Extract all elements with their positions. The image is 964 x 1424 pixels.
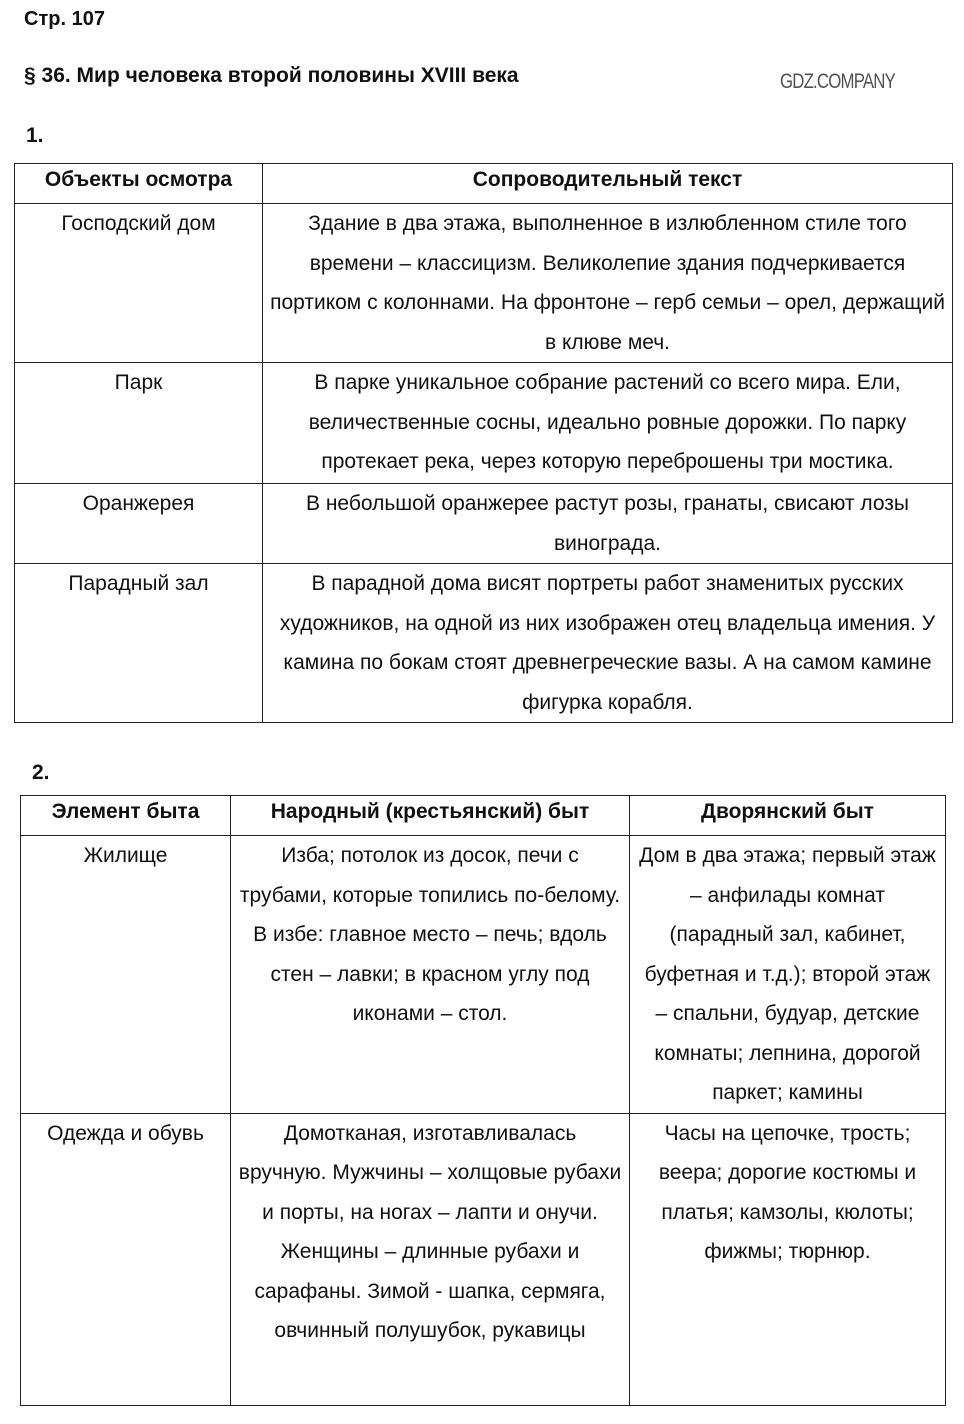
noble-cell: Часы на цепочке, трость; веера; дорогие костюмы и платья; камзолы, кюлоты; фижмы; тюрнюр.: [630, 1113, 946, 1405]
watermark: GDZ.COMPANY: [780, 70, 896, 93]
object-cell: Оранжерея: [15, 484, 263, 564]
text-cell: В парке уникальное собрание растений со всего мира. Ели, величественные сосны, идеально ровные дорожки. По парку протекает река, через которую переброшены три мостика.: [263, 363, 953, 484]
table-row: [15, 564, 953, 723]
table-row: [15, 204, 953, 363]
header-peasant: Народный (крестьянский) быт: [231, 796, 630, 836]
element-cell: Жилище: [21, 836, 231, 1114]
lifestyle-table: [20, 795, 946, 1406]
table-row: [15, 484, 953, 564]
text-cell: В парадной дома висят портреты работ знаменитых русских художников, на одной из них изображен отец владельца имения. У камина по бокам стоят древнегреческие вазы. А на самом камине фигурка корабля.: [263, 564, 953, 723]
task-1-number: 1.: [26, 124, 44, 147]
object-cell: Парадный зал: [15, 564, 263, 723]
header-text: Сопроводительный текст: [263, 164, 953, 204]
table-header-row: [15, 164, 953, 204]
header-noble: Дворянский быт: [630, 796, 946, 836]
table-row: [21, 836, 946, 1114]
element-cell: Одежда и обувь: [21, 1113, 231, 1405]
tasks-container: [0, 163, 964, 1406]
peasant-cell: Домотканая, изготавливалась вручную. Мужчины – холщовые рубахи и порты, на ногах – лапти и онучи. Женщины – длинные рубахи и сарафаны. Зимой - шапка, сермяга, овчинный полушубок, рукавицы: [231, 1113, 630, 1405]
object-cell: Парк: [15, 363, 263, 484]
table-row: [21, 1113, 946, 1405]
header-element: Элемент быта: [21, 796, 231, 836]
table-header-row: [21, 796, 946, 836]
noble-cell: Дом в два этажа; первый этаж – анфилады комнат (парадный зал, кабинет, буфетная и т.д.); второй этаж – спальни, будуар, детские комнаты; лепнина, дорогой паркет; камины: [630, 836, 946, 1114]
section-title: § 36. Мир человека второй половины XVIII века: [24, 64, 519, 87]
excursion-table: [14, 163, 953, 723]
page-label: Стр. 107: [24, 8, 105, 30]
text-cell: В небольшой оранжерее растут розы, гранаты, свисают лозы винограда.: [263, 484, 953, 564]
peasant-cell: Изба; потолок из досок, печи с трубами, которые топились по-белому. В избе: главное место – печь; вдоль стен – лавки; в красном углу под иконами – стол.: [231, 836, 630, 1114]
header-objects: Объекты осмотра: [15, 164, 263, 204]
text-cell: Здание в два этажа, выполненное в излюбленном стиле того времени – классицизм. Великолепие здания подчеркивается портиком с колоннами. На фронтоне – герб семьи – орел, держащий в клюве меч.: [263, 204, 953, 363]
object-cell: Господский дом: [15, 204, 263, 363]
table-row: [15, 363, 953, 484]
task-2-number: 2.: [32, 761, 50, 784]
